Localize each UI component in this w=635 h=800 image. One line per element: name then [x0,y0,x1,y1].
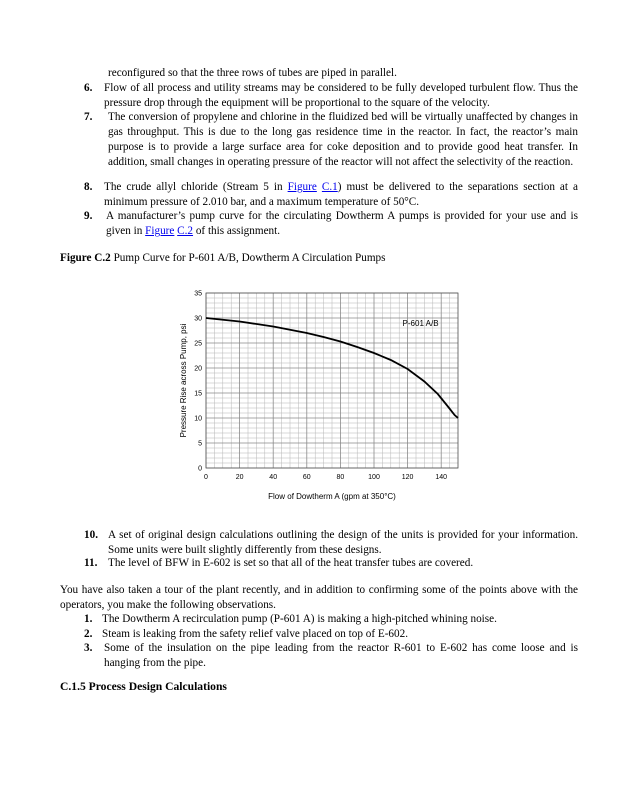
list-text: The Dowtherm A recirculation pump (P-601 A) is making a high-pitched whining noise. [102,613,497,625]
list-continuation: reconfigured so that the three rows of tubes are piped in parallel. [108,67,397,79]
figure-link[interactable]: Figure [145,225,175,237]
list-text: Flow of all process and utility streams may be considered to be fully developed turbulent flow. Thus the pressure drop through the equipment will be proportional to the square of the velocity. [104,82,578,109]
list-number: 3. [84,642,93,654]
y-tick-label: 15 [194,390,202,398]
figure-number-link[interactable]: C.2 [177,225,194,237]
y-tick-label: 30 [194,315,202,323]
list-text: A manufacturer’s pump curve for the circulating Dowtherm A pumps is provided for your use and is given in Figure C.2 of this assignment. [106,210,578,237]
list-item-10 [60,528,578,558]
list-item-11 [60,556,578,571]
observations-intro: You have also taken a tour of the plant recently, and in addition to confirming some of the points above with the operators, you make the following observations. [60,584,578,611]
figure-link[interactable]: Figure [287,181,317,193]
figure-caption [60,252,385,264]
observation-3 [60,641,578,671]
list-text: The level of BFW in E-602 is set so that all of the heat transfer tubes are covered. [108,557,474,569]
list-number: 2. [84,628,93,640]
x-tick-label: 0 [204,474,208,481]
list-number: 11. [84,557,98,569]
y-tick-label: 5 [198,440,202,448]
list-text: A set of original design calculations outlining the design of the units is provided for your information. Some units were built slightly differently from these designs. [108,529,578,556]
series-annotation: P-601 A/B [402,319,439,328]
y-axis-label: Pressure Rise across Pump, psi [179,323,188,438]
x-tick-label: 120 [401,474,414,481]
observation-2 [60,627,578,642]
list-item-6 [60,81,578,111]
list-text: Steam is leaking from the safety relief valve placed on top of E-602. [102,628,409,640]
figure-label: Figure C.2 [60,252,111,264]
figure-number-link[interactable]: C.1 [321,181,338,193]
list-item-7 [60,110,578,170]
pump-curve-chart [0,280,635,540]
observation-1 [60,612,578,627]
x-tick-label: 80 [336,474,345,481]
y-tick-label: 0 [198,465,202,473]
x-tick-label: 60 [302,474,311,481]
list-number: 9. [84,210,93,222]
list-text: The conversion of propylene and chlorine in the fluidized bed will be virtually unaffected by changes in gas throughput. This is due to the long gas residence time in the reactor. In fact, the reactor’s main purpose is to provide a large surface area for coke deposition and to provide good heat transfer. In addition, small changes in operating pressure of the reactor will not affect the selectivity of the reaction. [108,111,578,168]
y-tick-label: 20 [194,365,202,373]
x-tick-label: 20 [235,474,244,481]
list-number: 1. [84,613,93,625]
list-text: Some of the insulation on the pipe leading from the reactor R-601 to E-602 has come loose and is hanging from the pipe. [104,642,578,669]
list-number: 6. [84,82,93,94]
list-number: 10. [84,529,98,541]
y-tick-label: 35 [194,290,202,298]
list-text: The crude allyl chloride (Stream 5 in Figure C.1) must be delivered to the separations section at a minimum pressure of 2.010 bar, and a maximum temperature of 50°C. [104,181,578,208]
list-item-9 [60,209,578,239]
y-tick-label: 10 [194,415,202,423]
list-number: 7. [84,111,93,123]
figure-title: Pump Curve for P-601 A/B, Dowtherm A Circulation Pumps [113,252,386,264]
x-tick-label: 140 [435,474,448,481]
section-heading: C.1.5 Process Design Calculations [60,680,227,693]
list-item-8 [60,180,578,210]
x-axis-label: Flow of Dowtherm A (gpm at 350°C) [268,492,396,501]
list-number: 8. [84,181,93,193]
x-tick-label: 100 [368,474,380,481]
y-tick-label: 25 [194,340,202,348]
x-tick-label: 40 [269,474,278,481]
